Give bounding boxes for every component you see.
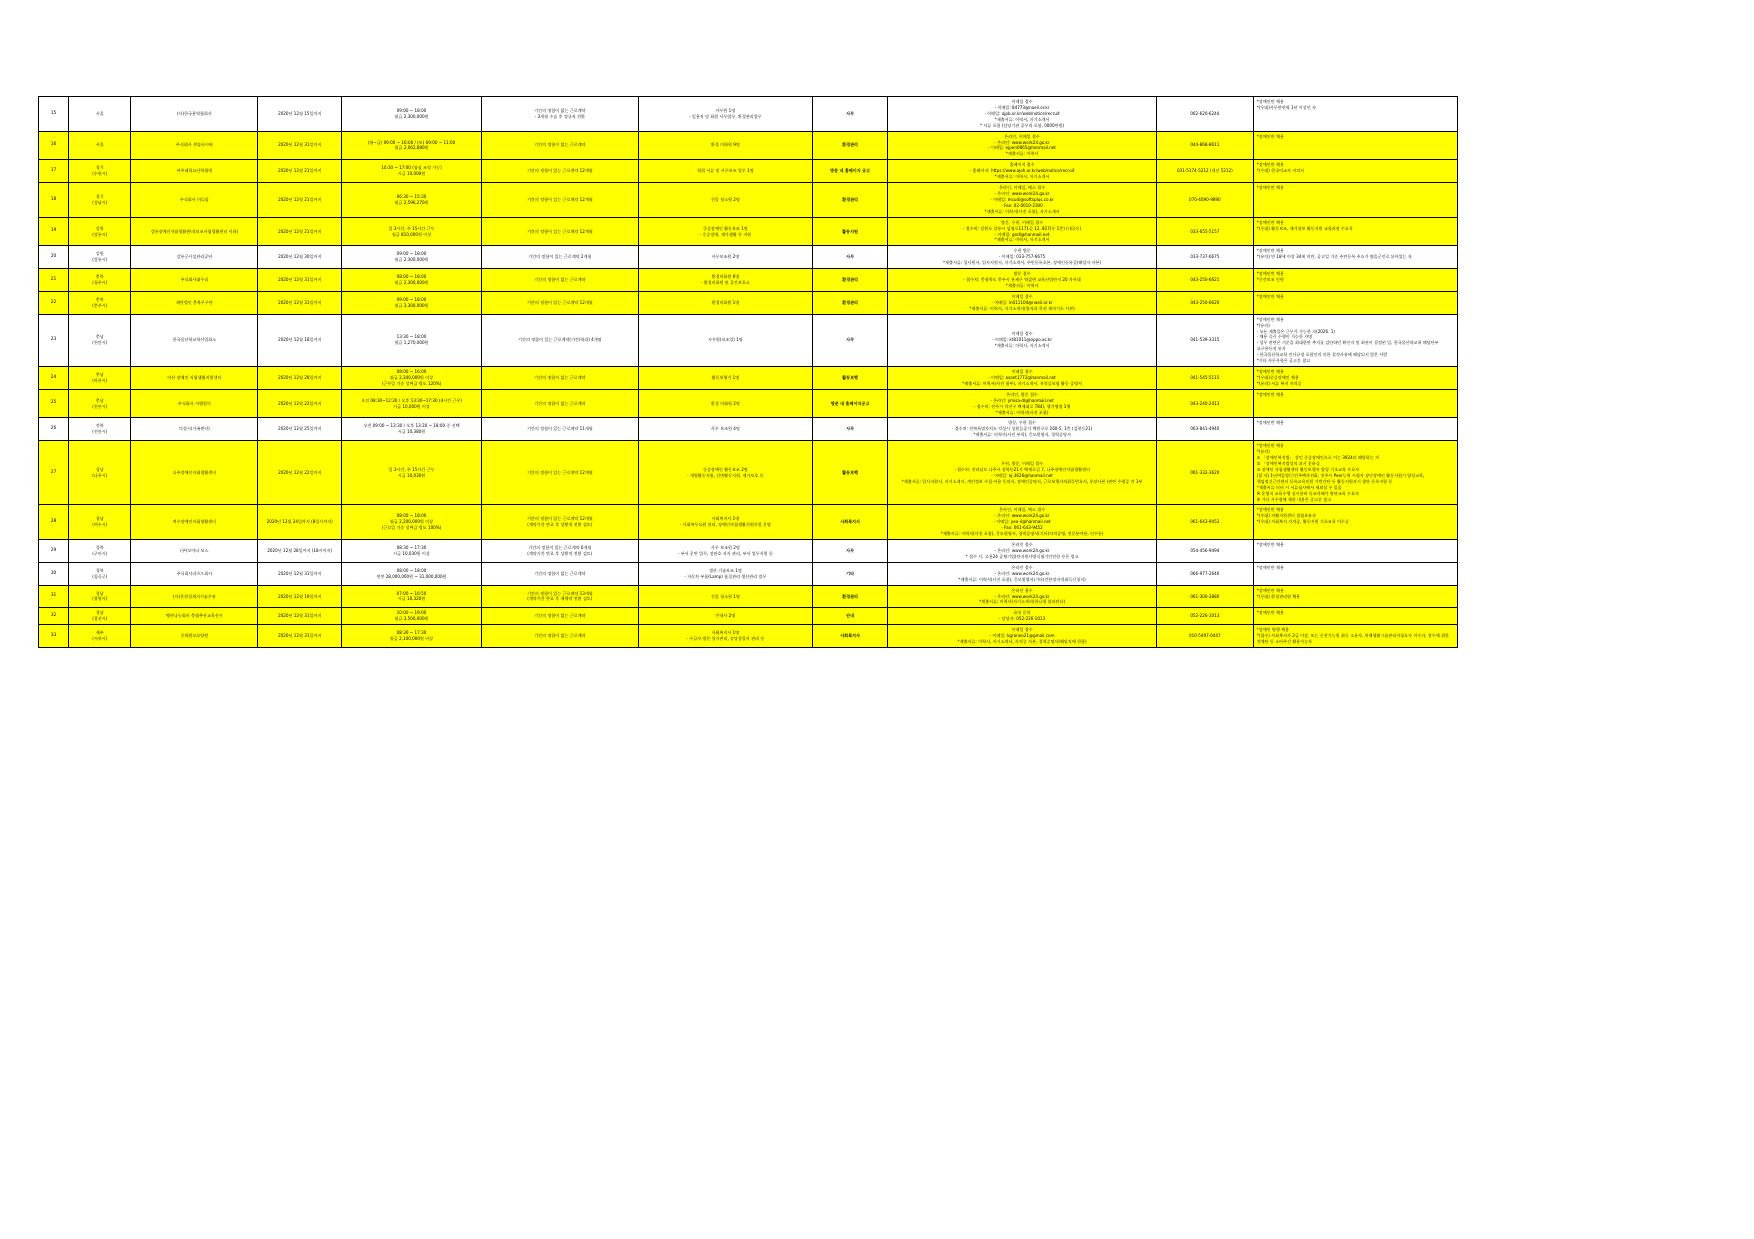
cell-jobtype: 환경관리: [812, 269, 887, 292]
cell-region: 경기 (수원시): [69, 160, 131, 183]
cell-no: 16: [39, 131, 69, 160]
cell-region: 서울: [69, 97, 131, 132]
cell-etc: *장애인만 채용 *(우대) 한국어교사 자격자: [1253, 160, 1457, 183]
cell-no: 23: [39, 314, 69, 366]
cell-contract: 기간의 정함이 있는 근로계약 11개월: [481, 418, 638, 441]
cell-no: 15: [39, 97, 69, 132]
cell-no: 29: [39, 540, 69, 563]
cell-region: 경남 (광양시): [69, 585, 131, 608]
cell-worktime: 08:00 ~ 18:00 월급 2,300,000원: [342, 269, 482, 292]
cell-contract: 기간의 정함이 없는 근로계약: [481, 269, 638, 292]
cell-contract: 기간의 정함이 없는 근로계약: [481, 367, 638, 390]
cell-etc: *장애인만 채용 *(우대) 활동보조, 재가장보 활동지원 교육과정 수료자: [1253, 217, 1457, 246]
cell-deadline: 2020년 12월 31일까지: [258, 269, 342, 292]
cell-deadline: 2020년 12월 28일까지 (18시까지): [258, 540, 342, 563]
cell-company: (사)온현경제지기술우권: [131, 585, 258, 608]
cell-jobtype: 방문 내 홈페이지공고: [812, 389, 887, 418]
cell-company: 주식회사파츠프회사: [131, 562, 258, 585]
cell-tel: 044-868-8611: [1156, 131, 1253, 160]
cell-jobtype: 활동지원: [812, 217, 887, 246]
cell-deadline: 2020년 12월 31일까지: [258, 291, 342, 314]
cell-worktime: (월~금) 09:00 ~ 16:00 / (토) 09:00 ~ 11:00 월급 2,062,680원: [342, 131, 482, 160]
cell-deadline: 2020년 12월 21일까지: [258, 160, 342, 183]
cell-jobtype: 사회복지사: [812, 625, 887, 648]
cell-tel: 033-655-5157: [1156, 217, 1253, 246]
cell-tel: 010-5497-0447: [1156, 625, 1253, 648]
cell-jobtype: 사무: [812, 246, 887, 269]
recruitment-table-sheet: [38, 96, 1458, 648]
cell-etc: *장애인만 채용: [1253, 540, 1457, 563]
cell-company: 주식회사 센솔퍼시픽: [131, 131, 258, 160]
cell-etc: *장애인만 채용: [1253, 389, 1457, 418]
cell-field: 사무 보조원 2명 - 부서 운반 업무, 장관호 자자 관리, 부서 업무지원 등: [638, 540, 812, 563]
cell-etc: *장애인만 채용 *(우대) 환경관리원 채용: [1253, 585, 1457, 608]
table-row: [39, 625, 1458, 648]
cell-contract: 기간의 정함이 없는 근로계약: [481, 389, 638, 418]
cell-region: 전북 (진안시): [69, 418, 131, 441]
cell-tel: 061-300-3880: [1156, 585, 1253, 608]
cell-jobtype: 활동보행: [812, 441, 887, 505]
cell-company: 주식회사 서행업이: [131, 389, 258, 418]
cell-region: 충남 (천안시): [69, 314, 131, 366]
cell-apply: 방문 접수 - 접수처: 충청북도 충주시 룡제구 역삼면 교육산업단지 20 자사대 *제출서류: 이력서: [888, 269, 1157, 292]
cell-field: 중증장애인 활동보조 2명 - 개별활동지원, 신변활동지원, 재가보호 등: [638, 441, 812, 505]
cell-worktime: 09:00 ~ 18:00 월급 2,300,000원: [342, 97, 482, 132]
cell-deadline: 2020년 12월 25일까지: [258, 418, 342, 441]
cell-tel: 043-250-6621: [1156, 269, 1253, 292]
cell-etc: *장애인만 채용: [1253, 131, 1457, 160]
cell-apply: 우편 방문 - 이메일: 033-757-6675 *제출서류: 입사원서, 입사지원서, 자기소개서, 주민등록초본, 장애인등록증(해당자 사본): [888, 246, 1157, 269]
cell-region: 경북 (칠곡군): [69, 562, 131, 585]
cell-worktime: 09:00 ~ 18:00 월급 2,300,000원: [342, 246, 482, 269]
table-row: [39, 269, 1458, 292]
cell-deadline: 2020년 12월 15일까지: [258, 97, 342, 132]
cell-field: 환경 미화원 2명: [638, 389, 812, 418]
cell-region: 경남 (창선시): [69, 608, 131, 625]
cell-worktime: 06:30 ~ 15:30 월급 2,596,270원: [342, 183, 482, 218]
cell-worktime: 09:00 ~ 18:00 월급 3,300,000원: [342, 291, 482, 314]
cell-no: 21: [39, 269, 69, 292]
table-row: [39, 183, 1458, 218]
cell-region: 강원 (강릉시): [69, 246, 131, 269]
cell-no: 22: [39, 291, 69, 314]
cell-no: 25: [39, 389, 69, 418]
cell-etc: *장애인만 채용: [1253, 608, 1457, 625]
cell-deadline: 2020년 12월 31일까지: [258, 562, 342, 585]
cell-region: 경남 (나주시): [69, 441, 131, 505]
cell-apply: 온라인 접수 - 온라인: www.work24.go.kr *제출서류: 이력서(사진 포함), 응모원영서(기타(간단장자격취득신청서): [888, 562, 1157, 585]
table-row: [39, 505, 1458, 540]
cell-company: 주식회사대우리: [131, 269, 258, 292]
cell-deadline: 2020년 12월 22일까지: [258, 441, 342, 505]
cell-contract: 기간의 정함이 있는 근로계약(기간/학과) 4개월: [481, 314, 638, 366]
cell-tel: 062-620-6244: [1156, 97, 1253, 132]
cell-worktime: 08:00 ~ 18:00 월급 2,200,000원 이상 (근로일 기준 상여금 별도 100%): [342, 505, 482, 540]
cell-company: 덕성시(가족센터): [131, 418, 258, 441]
cell-field: 안내사 2명: [638, 608, 812, 625]
cell-apply: 방문, 우편, 이메일 접수 - 접수처: 강원도 강릉시 임영로1171길 12, 817(우 1층) (내곡동) - 이메일: gndl@hanmail.net *제출서류: 이력서, 자기소개서: [888, 217, 1157, 246]
cell-jobtype: 기타: [812, 562, 887, 585]
cell-tel: 043-240-2413: [1156, 389, 1253, 418]
cell-contract: 기간의 정함이 있는 근로계약 12개월: [481, 160, 638, 183]
table-row: [39, 97, 1458, 132]
table-row: [39, 585, 1458, 608]
cell-region: 충남 (천안시): [69, 389, 131, 418]
cell-deadline: 2020년 12월 19일까지: [258, 585, 342, 608]
cell-apply: 방문, 우편 접수 - 접수처: 전북특별자치도 덕성시 성원들공가 백원구로 160-5, 1층 (검현동21) *제출서류: 이력서(사진 부착), 응모원영서, 경력증명서: [888, 418, 1157, 441]
cell-tel: 043-250-6620: [1156, 291, 1253, 314]
table-row: [39, 608, 1458, 625]
cell-deadline: 2020년 12월 21일까지: [258, 217, 342, 246]
cell-no: 19: [39, 217, 69, 246]
cell-company: (주)모아다 보스: [131, 540, 258, 563]
cell-field: 생산 기술보조 1명 - 자동차 부품(Lamp) 품질관리 생산관리 업무: [638, 562, 812, 585]
table-row: [39, 540, 1458, 563]
cell-tel: 052-226-1013: [1156, 608, 1253, 625]
cell-etc: *장애인 병행 채용 *(필수) 사회복지사 2급 이상, 또는 중전기능원 취득 소유자, 치매생활그룹관리자필요자 이수자, 장무에 위한 전체단 등 소아주건 활용가능자: [1253, 625, 1457, 648]
cell-company: 강릉장애인자립생활센터(보조사립생활센터 이하): [131, 217, 258, 246]
table-row: [39, 160, 1458, 183]
cell-region: 충북 (청주시): [69, 269, 131, 292]
table-row: [39, 314, 1458, 366]
cell-jobtype: 사무: [812, 540, 887, 563]
cell-apply: 온라인, 방문 접수 - 온라인: ymisa-dl@hanmail.net - 접수처: 전주시 덕진구 백제대로 784), 행기행정 1행 *제출서류: 이력서(사진 포함): [888, 389, 1157, 418]
cell-jobtype: 환경관리: [812, 183, 887, 218]
cell-deadline: 2020년 12월 31일까지: [258, 131, 342, 160]
cell-deadline: 2020년 12월 30일까지: [258, 246, 342, 269]
cell-etc: *장애인만 채용: [1253, 562, 1457, 585]
cell-tel: 033-737-6675: [1156, 246, 1253, 269]
cell-apply: 이메일 접수 - 이메일: kgraneo21@gmail.com *제출서류: 이력서, 자기소개서, 자격증 사본, 경력증명서(해당자에 한함): [888, 625, 1157, 648]
cell-etc: *장애인만 채용 *중간보조 인원: [1253, 269, 1457, 292]
cell-etc: *장애인만 채용: [1253, 183, 1457, 218]
cell-field: 중증장애인 활동보조 1명 - 중증장애, 재가생활 등 지원: [638, 217, 812, 246]
table-row: [39, 418, 1458, 441]
cell-company: 아주대학교산학협력: [131, 160, 258, 183]
cell-contract: 기간의 정함이 없는 근로계약: [481, 131, 638, 160]
cell-apply: 홈페이지 접수 - 홈페이지: https://www.ajoh.or.kr/web/notice/recruit *제출서류: 이력서, 자기소개서: [888, 160, 1157, 183]
cell-deadline: 2020년 12월 31일까지: [258, 625, 342, 648]
cell-worktime: 오전 09:00 ~ 13:30 / 오후 13:30 ~ 18:00 중 선택 시급 10,380원: [342, 418, 482, 441]
cell-company: 재단법인 충북우구단: [131, 291, 258, 314]
cell-no: 27: [39, 441, 69, 505]
cell-company: 중학원모요양원: [131, 625, 258, 648]
cell-tel: 041-539-3315: [1156, 314, 1253, 366]
cell-worktime: 10:00 ~ 19:00 월급 3,500,000원: [342, 608, 482, 625]
cell-tel: 061-643-9452: [1156, 505, 1253, 540]
cell-field: 사무 보조원 4명: [638, 418, 812, 441]
table-row: [39, 246, 1458, 269]
cell-jobtype: 환경관리: [812, 131, 887, 160]
cell-region: 경남 (여수시): [69, 505, 131, 540]
cell-jobtype: 사무: [812, 314, 887, 366]
cell-worktime: 일 3시간, 주 15시간 근무 시급 10,030원: [342, 441, 482, 505]
cell-contract: 기간의 정함이 있는 근로계약 12개월 (계약기간 만료 후 상황적 전환 검토): [481, 505, 638, 540]
cell-company: (사)한국용역협회사: [131, 97, 258, 132]
cell-no: 26: [39, 418, 69, 441]
cell-worktime: 10:30 ~ 17:00 (점심 조정 가능) 시급 10,000원: [342, 160, 482, 183]
cell-deadline: 2020년 12월 28일까지: [258, 367, 342, 390]
cell-etc: *장애인만 채용: [1253, 291, 1457, 314]
cell-field: 활동보행기 1명: [638, 367, 812, 390]
cell-etc: *장애인만 채용 *(우대)사무관련력 1년 이상인 자: [1253, 97, 1457, 132]
cell-apply: 온라인, 이메일 접수 - 온라인: www.work24.go.kr - 이메일: ejpen0865@hanmail.net *제출서류: 이력서: [888, 131, 1157, 160]
cell-company: 한국물산학교학산업화소: [131, 314, 258, 366]
cell-field: 건물 청소원 2명: [638, 183, 812, 218]
cell-deadline: 2020년 12월 22일까지: [258, 389, 342, 418]
cell-no: 28: [39, 505, 69, 540]
cell-company: 맹산나농회사 축협추산교육선시: [131, 608, 258, 625]
cell-tel: 041-545-5115: [1156, 367, 1253, 390]
cell-region: 경기 (성남시): [69, 183, 131, 218]
cell-field: 학위 서류 및 사무보조 업무 1명: [638, 160, 812, 183]
cell-field: 사회복지사 1명 - 수급자 방문 상시관리, 강당상물사 관리 등: [638, 625, 812, 648]
cell-apply: 유선 문의 - 담당자: 052-226-1013: [888, 608, 1157, 625]
table-row: [39, 441, 1458, 505]
cell-deadline: 2020년 12월 21일까지: [258, 183, 342, 218]
cell-field: 건물 청소원 1명: [638, 585, 812, 608]
cell-jobtype: 사무: [812, 418, 887, 441]
cell-apply: 이메일 접수 - 이메일: ln011104@naeil.or.kr *제출서류: 이력서, 자기소개서(양식과 목권 제자기드 사본): [888, 291, 1157, 314]
cell-contract: 기간의 정함이 있는 근로계약 12개월: [481, 441, 638, 505]
cell-etc: *장애인만 채용 *(유의) 만 18세 이상 34세 미만, 공고일 기준 주민등록 주소가 양을군인로 되어있는 자: [1253, 246, 1457, 269]
table-row: [39, 131, 1458, 160]
cell-jobtype: 환경관리: [812, 291, 887, 314]
cell-tel: 054-456-9494: [1156, 540, 1253, 563]
cell-field: 환경미화원 1명: [638, 291, 812, 314]
cell-jobtype: 안내: [812, 608, 887, 625]
recruitment-table: [38, 96, 1458, 648]
cell-contract: 기간의 정함이 있는 근로계약 13개월 (계약기간 만료 후 재계약 전환 검토): [481, 585, 638, 608]
cell-deadline: 2020년 12월 24일까지 (8일시까지): [258, 505, 342, 540]
cell-no: 18: [39, 183, 69, 218]
cell-no: 33: [39, 625, 69, 648]
cell-worktime: 08:00 ~ 18:00 연봉 28,000,000원 ~ 31,000,000원: [342, 562, 482, 585]
cell-contract: 기간의 정함이 있는 근로계약 6개월 (계약기간 만료 후 상황적 전환 검토): [481, 540, 638, 563]
cell-region: 충북 (충주시): [69, 291, 131, 314]
cell-region: 경북 (구미시): [69, 540, 131, 563]
table-body: [39, 97, 1458, 648]
cell-field: 사무원 1명 - 일용직 및 회원 사무업무, 환경관리업무: [638, 97, 812, 132]
cell-no: 30: [39, 562, 69, 585]
cell-contract: 기간의 정함이 없는 근로계약: [481, 625, 638, 648]
cell-contract: 기간의 정함이 없는 근로계약 - 3개월 수습 후 정규직 전환: [481, 97, 638, 132]
table-row: [39, 291, 1458, 314]
cell-etc: *장애인만 채용 *(유의) - 모든 제출물은 근무가 가능한 자(2026. 1) - 채용 즉시 수행이 가능한 자명 - 성무 관련은 기준을 최대한만 추지를 검단하던 확인자 및 최권이 결정된 일, 한국물산학교학 해당단부 요구용등적 통지 - 한국물산학교학 인사규정 포함인의 의한 결격사유에 해당되지 않은 사람 *기타 사무사항은 공고문 참고: [1253, 314, 1457, 366]
cell-worktime: 일 3시간, 주 15시간 근무 월급 810,000원 이상: [342, 217, 482, 246]
cell-worktime: 13:30 ~ 18:00 월급 1,270,000원: [342, 314, 482, 366]
cell-company: 나주장애인자립생활센터: [131, 441, 258, 505]
cell-field: 사회복지사 1명 - 사회복무요원 관리, 장애인자립생활지원사업 운영: [638, 505, 812, 540]
cell-region: 충남 (아산시): [69, 367, 131, 390]
cell-worktime: 08:30 ~ 17:30 시급 10,030원 이상: [342, 540, 482, 563]
cell-field: 환경 미화원 9명: [638, 131, 812, 160]
cell-contract: 기간의 정함이 있는 근로계약 2개월: [481, 246, 638, 269]
cell-region: 제주 (서귀시): [69, 625, 131, 648]
cell-apply: 온라인 접수 - 온라인: www.work24.go.kr * 접수 시, 고용24 공채기업(단지원사방식협기안전한 등은 링고: [888, 540, 1157, 563]
cell-field: 사무보조원 2명: [638, 246, 812, 269]
table-row: [39, 389, 1458, 418]
cell-tel: 066-977-2640: [1156, 562, 1253, 585]
cell-worktime: 08:30 ~ 17:30 월급 2,100,000원 이상: [342, 625, 482, 648]
cell-field: 사무원(보조업) 1명: [638, 314, 812, 366]
cell-apply: 우편, 방문, 이메일 접수 - 접수처: 전라남도 나주시 성북동21가 백제로길 7, 나주장애인자립생활센터 - 이메일: nj-3626@hanmail.net *제출서류: 입사지원서, 자기소개서, 개인정보 수집·이용 동의서, 장애인증명서, 근로보행자격취득번호서, 통장사본 (관련 수령증 각 1부: [888, 441, 1157, 505]
cell-no: 32: [39, 608, 69, 625]
table-row: [39, 217, 1458, 246]
table-row: [39, 562, 1458, 585]
cell-region: 서울: [69, 131, 131, 160]
cell-deadline: 2020년 12월 31일까지: [258, 608, 342, 625]
cell-contract: 기간의 정함이 없는 근로계약: [481, 608, 638, 625]
cell-apply: 온라인, 이메일, 팩스 접수 - 온라인: www.work24.go.kr - 이메일: mcudi@softsplus.co.kr - Fax: 02-0010-2300 *제출서류: 이력서(사진 포함), 자기소개서: [888, 183, 1157, 218]
cell-company: 아산 장애인 자립생활지원센터: [131, 367, 258, 390]
cell-etc: *장애인만 채용: [1253, 418, 1457, 441]
cell-no: 24: [39, 367, 69, 390]
cell-region: 강원 (강릉시): [69, 217, 131, 246]
cell-apply: 온라인, 이메일, 팩스 접수 - 온라인: www.work24.go.kr - 이메일: yeo-il@hanmail.net - Fax: 061-643-9452 *제출서류: 이력서(사진 포함), 응모원영서, 경력증명서(기타(자격증명, 전문분야용, 인수통): [888, 505, 1157, 540]
cell-company: 강릉군시설관리공단: [131, 246, 258, 269]
cell-field: 환경미화원 6명 - 환경미화원 및 공간보호소: [638, 269, 812, 292]
cell-apply: 이메일 접수 - 이메일: kt81011@oppo.ac.kr *제출서류: 이력서, 자기소개서: [888, 314, 1157, 366]
cell-no: 20: [39, 246, 69, 269]
cell-deadline: 2020년 12월 18일까지: [258, 314, 342, 366]
cell-worktime: 오전 08:30~12:30 / 오후 13:30~17:30 (4시간 근무) 시급 10,000원 이상: [342, 389, 482, 418]
cell-etc: *장애인만 채용 *(유의) ① 「장애인복지법」 상인 중증장애인으로 이는 3924의 해당하는 자 ② 「장애인복지법상의 과거 못하실 ③ 장애인 자립생활센터 활동보행자 양성 기초교육 수료자 (참 자) 1년여일정/근간주택자전화, 전주시 Peer능력 시험자 장난장애인 활동지원기 양성교육, 책임정신근간센터 등록교육인원 기반간단 등 활동지원자기 참단 등록지원 등 *제출서류 미비 시 서류심사에서 제외할 수 있음 ※ 운영지 교육수행 실시한바 독교자폐가 양단교육 수요자 ※ 기타 기수정에 제한 내용은 공고문 참고: [1253, 441, 1457, 505]
cell-contract: 기간의 정함이 없는 근로계약: [481, 562, 638, 585]
cell-company: 여수장애인자립생활센터: [131, 505, 258, 540]
cell-tel: 031-5174-5212 (내선 5212): [1156, 160, 1253, 183]
cell-company: 주식회사 미디음: [131, 183, 258, 218]
cell-contract: 기간의 정함이 있는 근로계약 12개월: [481, 217, 638, 246]
cell-jobtype: 환경관리: [812, 585, 887, 608]
cell-apply: 이메일 접수 - 이메일: asant1772@hanmail.net *제출서류: 이력서(사진 첨부), 자기소개서, 자격증보험 활동 증빙서: [888, 367, 1157, 390]
cell-jobtype: 활동보행: [812, 367, 887, 390]
cell-worktime: 07:00 ~ 16:50 시급 10,320원: [342, 585, 482, 608]
cell-tel: 063-841-4940: [1156, 418, 1253, 441]
cell-worktime: 08:00 ~ 16:00 월급 2,340,000원 이상 (근무일 기준 상여금 별도 120%): [342, 367, 482, 390]
cell-contract: 기간의 정함이 있는 근로계약 12개월: [481, 291, 638, 314]
cell-apply: 온라인 접수 - 온라인: www.work24.go.kr *제출서류: 이력서(자기소개서(한나형 볼라단다): [888, 585, 1157, 608]
cell-apply: 이메일 접수 - 이메일: 84773@naeil.or.kr - 이메일: ajpb.or.kr/web/notice/recruit *제출서류: 이력서, 자기소개서 * 서류 포함 (담당기관 공무직 포함, 0000만원): [888, 97, 1157, 132]
cell-no: 17: [39, 160, 69, 183]
table-row: [39, 367, 1458, 390]
cell-etc: *장애인만 채용 *(우대)중증장애인 채용 *(유의) 서류 복지 자격증: [1253, 367, 1457, 390]
cell-etc: *장애인만 채용 *(우대) 자활지원센터 경험보유자 *(우대) 사회복지 자격증, 활동지원 기초교육 이수증: [1253, 505, 1457, 540]
cell-no: 31: [39, 585, 69, 608]
cell-jobtype: 사무: [812, 97, 887, 132]
cell-jobtype: 방문 내 홈페이지 공고: [812, 160, 887, 183]
cell-tel: 061-332-3620: [1156, 441, 1253, 505]
cell-jobtype: 사회복지사: [812, 505, 887, 540]
cell-contract: 기간의 정함이 있는 근로계약 12개월: [481, 183, 638, 218]
cell-tel: 070-4090-9890: [1156, 183, 1253, 218]
